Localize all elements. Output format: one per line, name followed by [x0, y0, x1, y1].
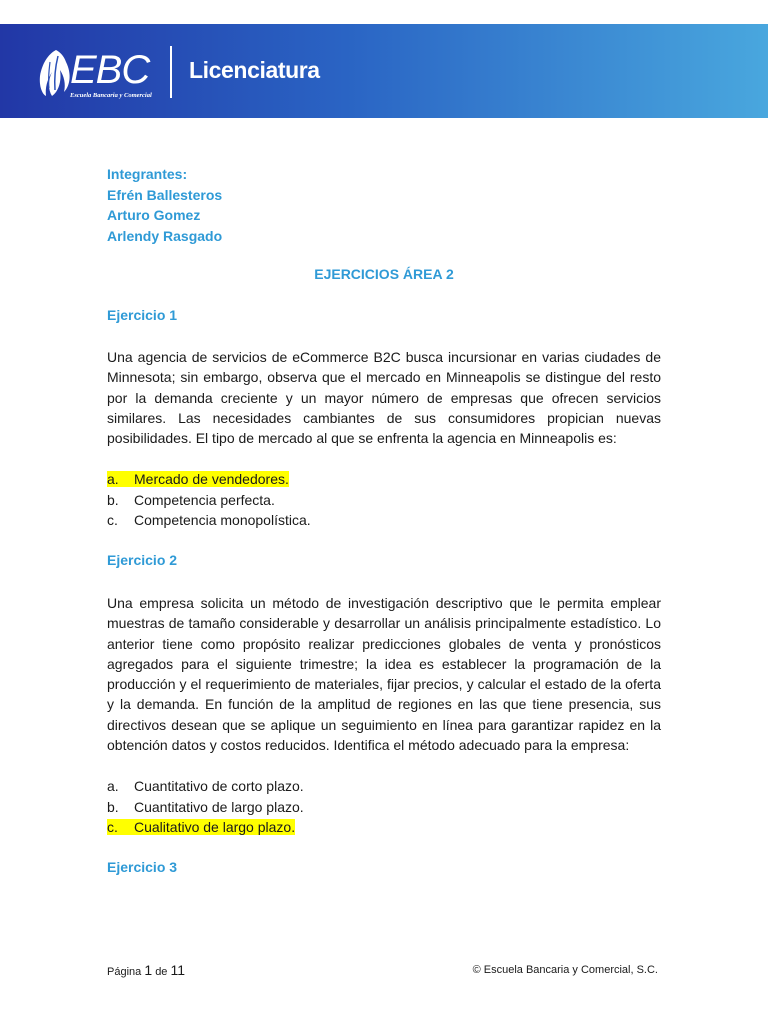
option-letter: b. — [107, 491, 119, 508]
exercise-2-options — [107, 776, 304, 838]
option-text: Cuantitativo de corto plazo. — [134, 778, 304, 794]
page-number — [107, 962, 185, 978]
option-text: Cuantitativo de largo plazo. — [134, 798, 304, 815]
logo-text: EBC — [70, 48, 150, 92]
exercise-1-text: Una agencia de servicios de eCommerce B2C busca incursionar en varias ciudades de Minnesota; sin embargo, observa que el mercado en Minneapolis se distingue del resto por la demanda creciente y un mayor número de empresas que ofrecen servicios similares. Las necesidades cambiantes de sus consumidores propician nuevas posibilidades. El tipo de mercado al que se enfrenta la agencia en Minneapolis es: — [107, 349, 661, 447]
member-name: Arturo Gomez — [107, 207, 201, 223]
member-name: Arlendy Rasgado — [107, 227, 223, 244]
option-text: Competencia perfecta. — [134, 491, 275, 508]
option-letter: c. — [107, 819, 118, 835]
section-title: EJERCICIOS ÁREA 2 — [314, 266, 454, 282]
page-of: de — [155, 966, 168, 978]
member-name: Efrén Ballesteros — [107, 186, 223, 203]
exercise-2-heading: Ejercicio 2 — [107, 552, 178, 568]
option-letter: c. — [107, 512, 118, 528]
page-total: 11 — [170, 962, 186, 978]
option-b — [107, 490, 311, 511]
members-label: Integrantes: — [107, 166, 188, 182]
option-c — [107, 817, 304, 838]
exercise-1-options — [107, 469, 311, 531]
ebc-logo — [36, 46, 156, 98]
header-title: Licenciatura — [189, 57, 320, 83]
header-divider — [170, 46, 172, 98]
page-label: Página — [107, 966, 142, 978]
option-letter: a. — [107, 471, 119, 487]
exercise-1-heading: Ejercicio 1 — [107, 307, 178, 323]
option-text: Competencia monopolística. — [134, 512, 311, 528]
tree-leaf-icon — [36, 46, 72, 98]
option-b — [107, 797, 304, 818]
option-letter: b. — [107, 798, 119, 815]
header-banner — [0, 24, 768, 118]
exercise-2-text: Una empresa solicita un método de investigación descriptivo que le permita emplear muestras de tamaño considerable y desarrollar un análisis principalmente estadístico. Lo anterior tiene como propósito realizar predicciones globales de venta y pronósticos agregados para el siguiente trimestre; la idea es establecer la programación de la producción y el requerimiento de materiales, fijar precios, y calcular el estado de la oferta y la demanda. En función de la amplitud de regiones en las que tiene presencia, sus directivos desean que se aplique un seguimiento en línea para garantizar rapidez en la obtención datos y costos reducidos. Identifica el método adecuado para la empresa: — [107, 595, 661, 754]
option-letter: a. — [107, 778, 119, 794]
option-text: Cualitativo de largo plazo. — [134, 819, 296, 835]
page-current: 1 — [144, 962, 153, 978]
logo-subtitle: Escuela Bancaria y Comercial — [70, 92, 152, 99]
option-text: Mercado de vendedores. — [134, 471, 289, 487]
option-a — [107, 469, 311, 490]
members-block — [107, 164, 222, 246]
option-a — [107, 776, 304, 797]
exercise-3-heading: Ejercicio 3 — [107, 859, 178, 875]
footer-copyright: © Escuela Bancaria y Comercial, S.C. — [472, 964, 658, 976]
option-c — [107, 510, 311, 531]
